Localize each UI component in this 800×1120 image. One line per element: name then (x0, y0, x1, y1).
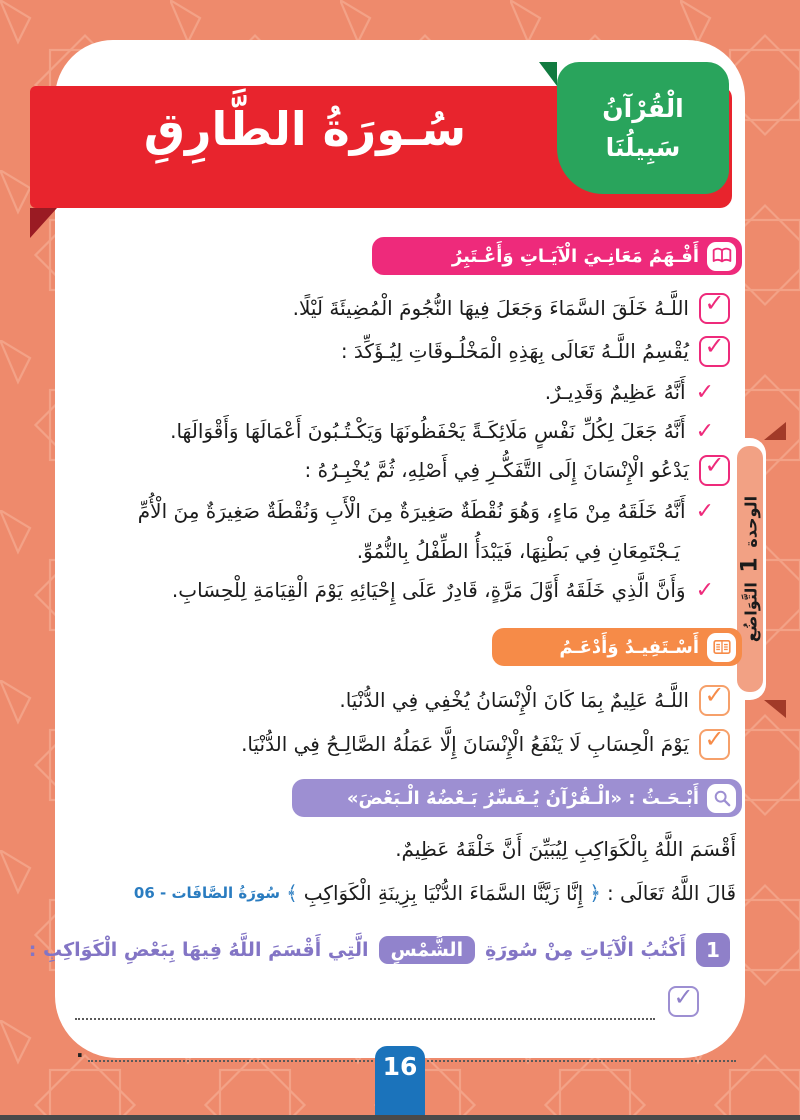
question-highlight-chip: الشَّمْسِ (379, 936, 476, 964)
checklist-text: يَوْمَ الْحِسَابِ لَا يَنْفَعُ الْإِنْسَانَ إِلَّا عَمَلُهُ الصَّالِـحُ فِي الدُّنْيَا. (241, 732, 689, 756)
checklist-item (293, 291, 730, 325)
checklist-item (341, 334, 730, 368)
unit-name: التَّوَاضُع (741, 582, 761, 643)
verse-open-bracket: ﴿ (589, 881, 601, 905)
verse-text: إِنَّا زَيَّنَّا السَّمَاءَ الدُّنْيَا بِزِينَةِ الْكَوَاكِبِ (303, 881, 584, 905)
answer-checkbox[interactable]: ✓ (668, 986, 699, 1017)
answer-line-prefix: . (76, 1038, 84, 1062)
checklist-subitem (545, 375, 714, 409)
unit-label (738, 496, 763, 642)
checklist-text: يَدْعُو الْإِنْسَانَ إِلَى التَّفَكُّـرِ فِي أَصْلِهِ، ثُمَّ يُخْبِـرُهُ : (304, 458, 689, 482)
answer-line-1[interactable] (75, 986, 655, 1020)
checklist-text: يُقْسِمُ اللَّـهُ تَعَالَى بِهَذِهِ الْمَخْلُـوقَاتِ لِيُـؤَكِّدَ : (340, 339, 689, 363)
page-number-tab (375, 1046, 425, 1120)
section-research-title: أَبْـحَـثُ : «الْـقُرْآنُ يُـفَسِّرُ بَـعْضُهُ الْـبَعْضَ» (346, 787, 699, 809)
checklist-item (241, 727, 730, 761)
tick-icon: ✓ (695, 379, 714, 405)
question-text-part1: أَكْتُبُ الْآيَاتِ مِنْ سُورَةِ (485, 939, 686, 961)
section-benefit-title: أَسْـتَفِيـدُ وَأَدْعَـمُ (559, 636, 699, 658)
checklist-text: وَأَنَّ الَّذِي خَلَقَهُ أَوَّلَ مَرَّةٍ، قَادِرٌ عَلَى إِحْيَائِهِ يَوْمَ الْقِيَامَةِ لِلْحِسَابِ. (171, 578, 686, 602)
notebook-icon (707, 633, 736, 662)
checklist-text: اللَّـهُ عَلِيمٌ بِمَا كَانَ الْإِنْسَانُ يُخْفِي فِي الدُّنْيَا. (339, 688, 689, 712)
question-number-badge: 1 (696, 933, 730, 967)
checkbox-icon[interactable]: ✓ (699, 729, 730, 760)
checklist-text: اللَّـهُ خَلَقَ السَّمَاءَ وَجَعَلَ فِيهَا النُّجُومَ الْمُضِيئَةَ لَيْلًا. (292, 296, 689, 320)
magnifier-icon (707, 784, 736, 813)
checklist-subitem (172, 573, 714, 607)
series-badge-line1: الْقُرْآنُ (602, 94, 684, 123)
statement-text: أَقْسَمَ اللَّهُ بِالْكَوَاكِبِ لِيُبَيِّنَ أَنَّ خَلْقَهُ عَظِيمٌ. (395, 837, 736, 861)
series-badge-line2: سَبِيلُنَا (605, 133, 681, 162)
checkbox-icon[interactable]: ✓ (699, 455, 730, 486)
checkbox-icon[interactable]: ✓ (699, 685, 730, 716)
section-benefit-header (492, 628, 742, 666)
page-bottom-edge (0, 1115, 800, 1120)
unit-number: 1 (737, 557, 763, 573)
checkbox-icon[interactable]: ✓ (699, 336, 730, 367)
verse-source: سُورَةُ الصَّافَات - 06 (133, 884, 281, 902)
question-row (29, 930, 730, 970)
section-research-header (292, 779, 742, 817)
checklist-text: أَنَّهُ خَلَقَهُ مِنْ مَاءٍ، وَهُوَ نُقْطَةٌ صَغِيرَةٌ مِنَ الْأَبِ وَنُقْطَةٌ صَغِيرَةٌ مِنَ الْأُمِّ (137, 499, 686, 523)
tick-icon: ✓ (695, 498, 714, 524)
checkbox-icon[interactable]: ✓ (699, 293, 730, 324)
checklist-text: أَنَّهُ عَظِيمٌ وَقَدِيـرٌ. (544, 380, 686, 404)
tick-icon: ✓ (695, 418, 714, 444)
question-text-part2: الَّتِي أَقْسَمَ اللَّهُ فِيهَا بِبَعْضِ الْكَوَاكِبِ : (28, 939, 369, 961)
page-number: 16 (382, 1052, 418, 1081)
book-icon (707, 242, 736, 271)
quran-verse-line (134, 876, 736, 910)
checklist-subitem (138, 494, 714, 528)
checklist-item (305, 453, 730, 487)
research-statement (395, 832, 736, 866)
checklist-text: أَنَّهُ جَعَلَ لِكُلِّ نَفْسٍ مَلَائِكَـةً يَحْفَظُونَهَا وَيَكْـتُـبُونَ أَعْمَالَهَا وَأَقْوَالَهَا. (170, 419, 686, 443)
checklist-item (339, 683, 730, 717)
checklist-subitem (170, 414, 714, 448)
checklist-text: يَـجْتَمِعَانِ فِي بَطْنِهَا، فَيَبْدَأُ الطِّفْلُ بِالنُّمُوِّ. (356, 539, 680, 563)
section-understand-title: أَفْـهَمُ مَعَانِـيَ الْآيَـاتِ وَأَعْـتَبِرُ (451, 245, 699, 267)
verse-intro: قَالَ اللَّهُ تَعَالَى : (606, 881, 736, 905)
tick-icon: ✓ (695, 577, 714, 603)
section-understand-header (372, 237, 742, 275)
verse-close-bracket: ﴾ (286, 881, 298, 905)
unit-word: الوحدة (741, 495, 761, 548)
checklist-continuation (357, 534, 680, 568)
page-title: سُـورَةُ الطَّارِقِ (143, 102, 467, 156)
series-badge (557, 62, 729, 194)
